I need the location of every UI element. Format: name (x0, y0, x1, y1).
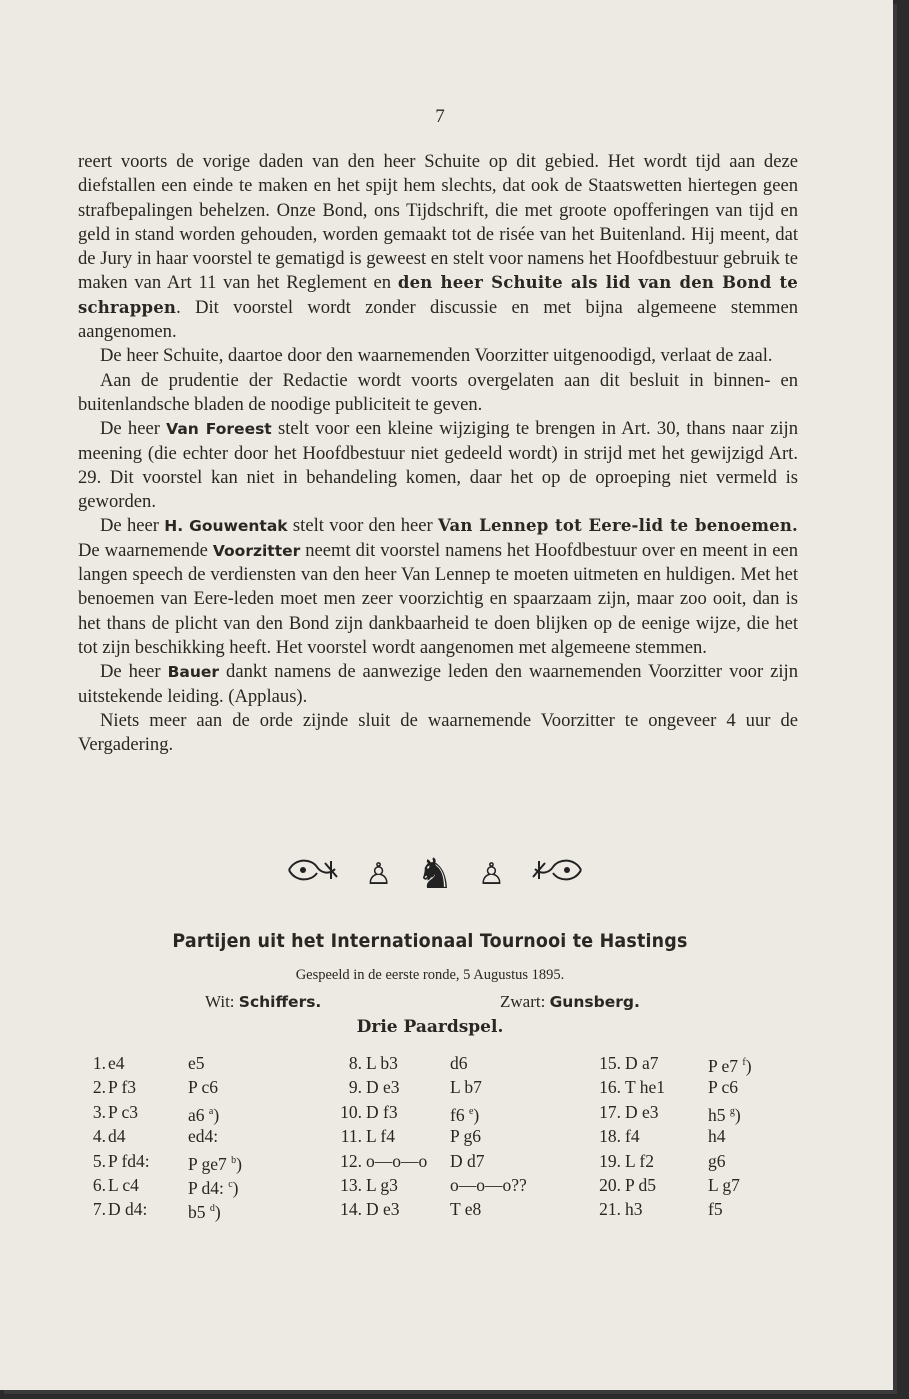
emphasis-text: Van Lennep tot Eere-lid te benoemen. (437, 516, 798, 536)
white-move: P c3 (108, 1101, 138, 1122)
move-number: 2. (92, 1077, 106, 1098)
move-number: 19. (599, 1150, 621, 1171)
moves-column-2 (330, 1051, 590, 1222)
move-number: 5. (92, 1150, 106, 1171)
white-move: P f3 (108, 1077, 137, 1098)
move-row (78, 1197, 338, 1221)
black-move: h4 (708, 1126, 726, 1147)
move-row (585, 1124, 845, 1148)
move-row (585, 1173, 845, 1197)
emphasis-text: H. Gouwentak (164, 517, 288, 536)
pawn-icon: ♙ (477, 858, 505, 891)
knight-icon: ♞ (416, 852, 454, 898)
paragraph (78, 369, 798, 418)
white-move: h3 (625, 1199, 643, 1220)
moves-column-1 (78, 1051, 338, 1222)
black-move: T e8 (450, 1199, 482, 1220)
move-number: 16. (599, 1077, 621, 1098)
black-move: ed4: (188, 1126, 219, 1147)
text-run: De waarnemende (78, 539, 213, 561)
black-move: g6 (708, 1150, 726, 1171)
white-move: D e3 (625, 1101, 659, 1122)
pawn-icon: ♙ (365, 858, 393, 891)
move-row (78, 1100, 338, 1124)
page-number: 7 (435, 106, 445, 127)
move-row (585, 1149, 845, 1173)
white-move: D e3 (366, 1077, 400, 1098)
move-row (78, 1051, 338, 1075)
move-number: 1. (92, 1053, 106, 1073)
text-run: dankt namens de aanwezige leden den waarnemenden Voorzitter voor zijn uitstekende leiding. (Applaus). (78, 661, 798, 707)
move-row (78, 1124, 338, 1148)
white-move: d4 (108, 1126, 126, 1147)
black-move: a6 $^a$) (188, 1104, 220, 1125)
move-number: 12. (340, 1150, 362, 1171)
move-number: 20. (599, 1174, 621, 1195)
white-move: o—o—o (366, 1150, 428, 1171)
black-move: L b7 (450, 1077, 482, 1098)
black-move: f6 $^e$) (450, 1104, 480, 1125)
black-player (500, 992, 640, 1012)
black-move: e5 (188, 1053, 205, 1073)
white-player (205, 992, 321, 1012)
move-row (330, 1149, 590, 1173)
black-move: P c6 (708, 1077, 738, 1098)
move-number: 17. (599, 1101, 621, 1122)
white-move: e4 (108, 1053, 125, 1073)
black-move: P c6 (188, 1077, 218, 1098)
move-row (78, 1149, 338, 1173)
black-move: d6 (450, 1053, 468, 1073)
move-row (330, 1075, 590, 1099)
white-move: D f3 (366, 1101, 398, 1122)
move-number: 7. (92, 1199, 106, 1220)
move-number: 3. (92, 1101, 106, 1122)
move-number: 8. (348, 1053, 362, 1073)
text-run: De heer Schuite, daartoe door den waarnemenden Voorzitter uitgenoodigd, verlaat de zaal. (100, 345, 773, 367)
scroll-right-icon (529, 855, 585, 896)
move-row (585, 1051, 845, 1075)
move-number: 6. (92, 1174, 106, 1195)
white-move: L g3 (366, 1174, 398, 1195)
paragraph (78, 150, 798, 344)
white-move: T he1 (625, 1077, 666, 1098)
emphasis-text: den heer Schuite als lid van den Bond te schrappen (78, 273, 799, 317)
text-run: Aan de prudentie der Redactie wordt voorts overgelaten aan dit besluit in binnen- en buitenlandsche bladen de noodige publiciteit te geven. (78, 369, 798, 415)
move-number: 11. (340, 1126, 362, 1147)
white-move: D e3 (366, 1199, 400, 1220)
white-player-name: Schiffers. (238, 993, 322, 1011)
text-run: stelt voor den heer (287, 515, 438, 537)
white-label: Wit: (205, 992, 235, 1011)
move-row (78, 1173, 338, 1197)
black-move: P d4: $^c$) (188, 1177, 239, 1198)
paragraph (78, 417, 798, 514)
black-move: D d7 (450, 1150, 485, 1171)
white-move: L f4 (366, 1126, 395, 1147)
move-number: 15. (599, 1053, 621, 1073)
black-move: P ge7 $^b$) (188, 1153, 242, 1174)
move-row (330, 1124, 590, 1148)
text-run: reert voorts de vorige daden van den heer Schuite op dit gebied. Het wordt tijd aan deze diefstallen een einde te maken en het spijt hem slechts, dat ook de Staatswetten hiertegen geen strafbepalingen behelzen. Onze Bond, ons Tijdschrift, die met groote opofferingen van tijd en geld in stand worden gehouden, worden gemaakt tot de risée van het Buitenland. Hij meent, dat de Jury in haar voorstel te gematigd is geweest en stelt voor namens het Hoofdbestuur gebruik te maken van Art 11 van het Reglement en (78, 151, 798, 294)
games-title: Partijen uit het Internationaal Tournooi te Hastings (172, 930, 688, 952)
text-run: neemt dit voorstel namens het Hoofdbestuur over en meent in een langen speech de verdiensten van den heer Van Lennep te moeten uitmeten en huldigen. Met het benoemen van Eere-leden moet men zeer voorzichtig en spaarzaam zijn, maar zoo ooit, dan is het thans de plicht van den Bond zijn dankbaarheid te doen blijken op de eenige wijze, die het tot zijn beschikking heeft. Het voorstel wordt aangenomen met algemeene stemmen. (78, 539, 798, 658)
text-run: De heer (100, 661, 168, 683)
opening-name: Drie Paardspel. (356, 1017, 504, 1037)
black-player-name: Gunsberg. (549, 993, 640, 1011)
white-move: D a7 (625, 1053, 659, 1073)
white-move: f4 (625, 1126, 640, 1147)
move-number: 4. (92, 1126, 106, 1147)
move-number: 13. (340, 1174, 362, 1195)
white-move: L c4 (108, 1174, 139, 1195)
white-move: L f2 (625, 1150, 654, 1171)
black-move: P e7 $^f$) (708, 1055, 752, 1076)
black-move: f5 (708, 1199, 723, 1220)
paragraph (78, 344, 798, 368)
moves-column-3 (585, 1051, 845, 1222)
black-move: o—o—o?? (450, 1174, 527, 1195)
move-row (585, 1197, 845, 1221)
text-run: De heer (100, 418, 167, 440)
paragraph (78, 514, 798, 660)
move-row (78, 1075, 338, 1099)
white-move: L b3 (366, 1053, 398, 1073)
black-move: h5 $^g$) (708, 1104, 741, 1125)
move-row (330, 1173, 590, 1197)
text-run: . Dit voorstel wordt zonder discussie en met bijna algemeene stemmen aangenomen. (78, 296, 798, 343)
black-move: P g6 (450, 1126, 481, 1147)
games-subtitle: Gespeeld in de eerste ronde, 5 Augustus 1895. (295, 967, 565, 983)
scroll-left-icon (285, 855, 341, 896)
text-run: De heer (100, 515, 165, 537)
white-move: P fd4: (108, 1150, 150, 1171)
move-row (330, 1051, 590, 1075)
move-number: 21. (599, 1199, 621, 1220)
body-text (78, 150, 798, 757)
emphasis-text: Van Foreest (166, 420, 272, 439)
paragraph (78, 709, 798, 758)
text-run: stelt voor een kleine wijziging te brengen in Art. 30, thans naar zijn meening (die echter door het Hoofdbestuur niet gedeeld wordt) in strijd met het gewijzigd Art. 29. Dit voorstel kan niet in behandeling komen, daar het op de oproeping niet vermeld is geworden. (78, 418, 798, 513)
chess-ornament (285, 852, 585, 898)
text-run: Niets meer aan de orde zijnde sluit de waarnemende Voorzitter te ongeveer 4 uur de Vergadering. (78, 709, 798, 756)
paragraph (78, 660, 798, 709)
emphasis-text: Voorzitter (212, 541, 301, 560)
black-move: b5 $^d$) (188, 1202, 221, 1223)
black-move: L g7 (708, 1174, 740, 1195)
move-row (585, 1075, 845, 1099)
emphasis-text: Bauer (167, 663, 220, 682)
black-label: Zwart: (500, 992, 546, 1011)
white-move: P d5 (625, 1174, 656, 1195)
move-number: 9. (348, 1077, 362, 1098)
white-move: D d4: (108, 1199, 148, 1220)
move-number: 18. (599, 1126, 621, 1147)
move-row (330, 1197, 590, 1221)
move-number: 10. (340, 1101, 362, 1122)
move-row (330, 1100, 590, 1124)
move-number: 14. (340, 1199, 362, 1220)
move-row (585, 1100, 845, 1124)
